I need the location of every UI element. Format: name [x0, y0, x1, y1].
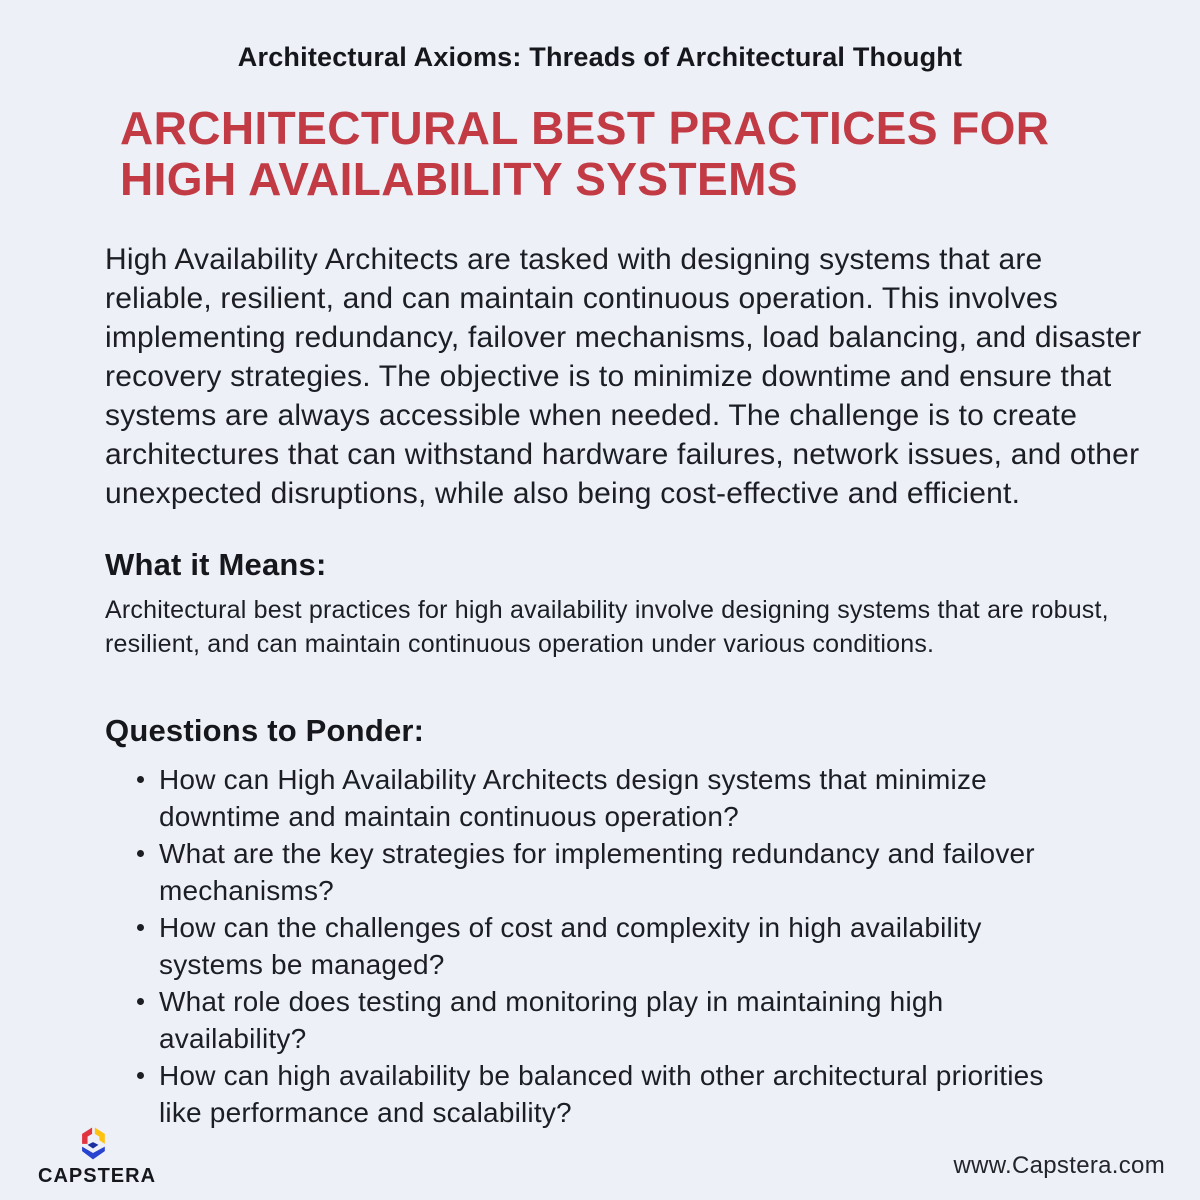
what-it-means-heading: What it Means: — [105, 547, 327, 583]
question-item: What are the key strategies for implementing redundancy and failover mechanisms? — [135, 835, 1075, 909]
questions-heading: Questions to Ponder: — [105, 713, 425, 749]
question-item: What role does testing and monitoring play in maintaining high availability? — [135, 983, 1075, 1057]
capstera-cube-icon — [73, 1123, 113, 1163]
capstera-logo — [38, 1123, 157, 1188]
website-url: www.Capstera.com — [953, 1152, 1165, 1179]
question-item: How can high availability be balanced with other architectural priorities like performance and scalability? — [135, 1057, 1075, 1131]
page-title-line-2: HIGH AVAILABILITY SYSTEMS — [120, 152, 798, 205]
page-title-line-1: ARCHITECTURAL BEST PRACTICES FOR — [120, 102, 1050, 154]
questions-list — [135, 761, 1075, 1131]
intro-paragraph: High Availability Architects are tasked with designing systems that are reliable, resilient, and can maintain continuous operation. This involves implementing redundancy, failover mechanisms, load balancing, and disaster recovery strategies. The objective is to minimize downtime and ensure that systems are always accessible when needed. The challenge is to create architectures that can withstand hardware failures, network issues, and other unexpected disruptions, while also being cost-effective and efficient. — [105, 243, 1142, 511]
page-kicker: Architectural Axioms: Threads of Architectural Thought — [237, 42, 963, 72]
capstera-wordmark: CAPSTERA — [38, 1165, 157, 1187]
what-it-means-body: Architectural best practices for high availability involve designing systems that are robust, resilient, and can maintain continuous operation under various conditions. — [105, 596, 1109, 659]
page-title — [120, 103, 1145, 204]
question-item: How can the challenges of cost and complexity in high availability systems be managed? — [135, 909, 1075, 983]
question-item: How can High Availability Architects design systems that minimize downtime and maintain continuous operation? — [135, 761, 1075, 835]
